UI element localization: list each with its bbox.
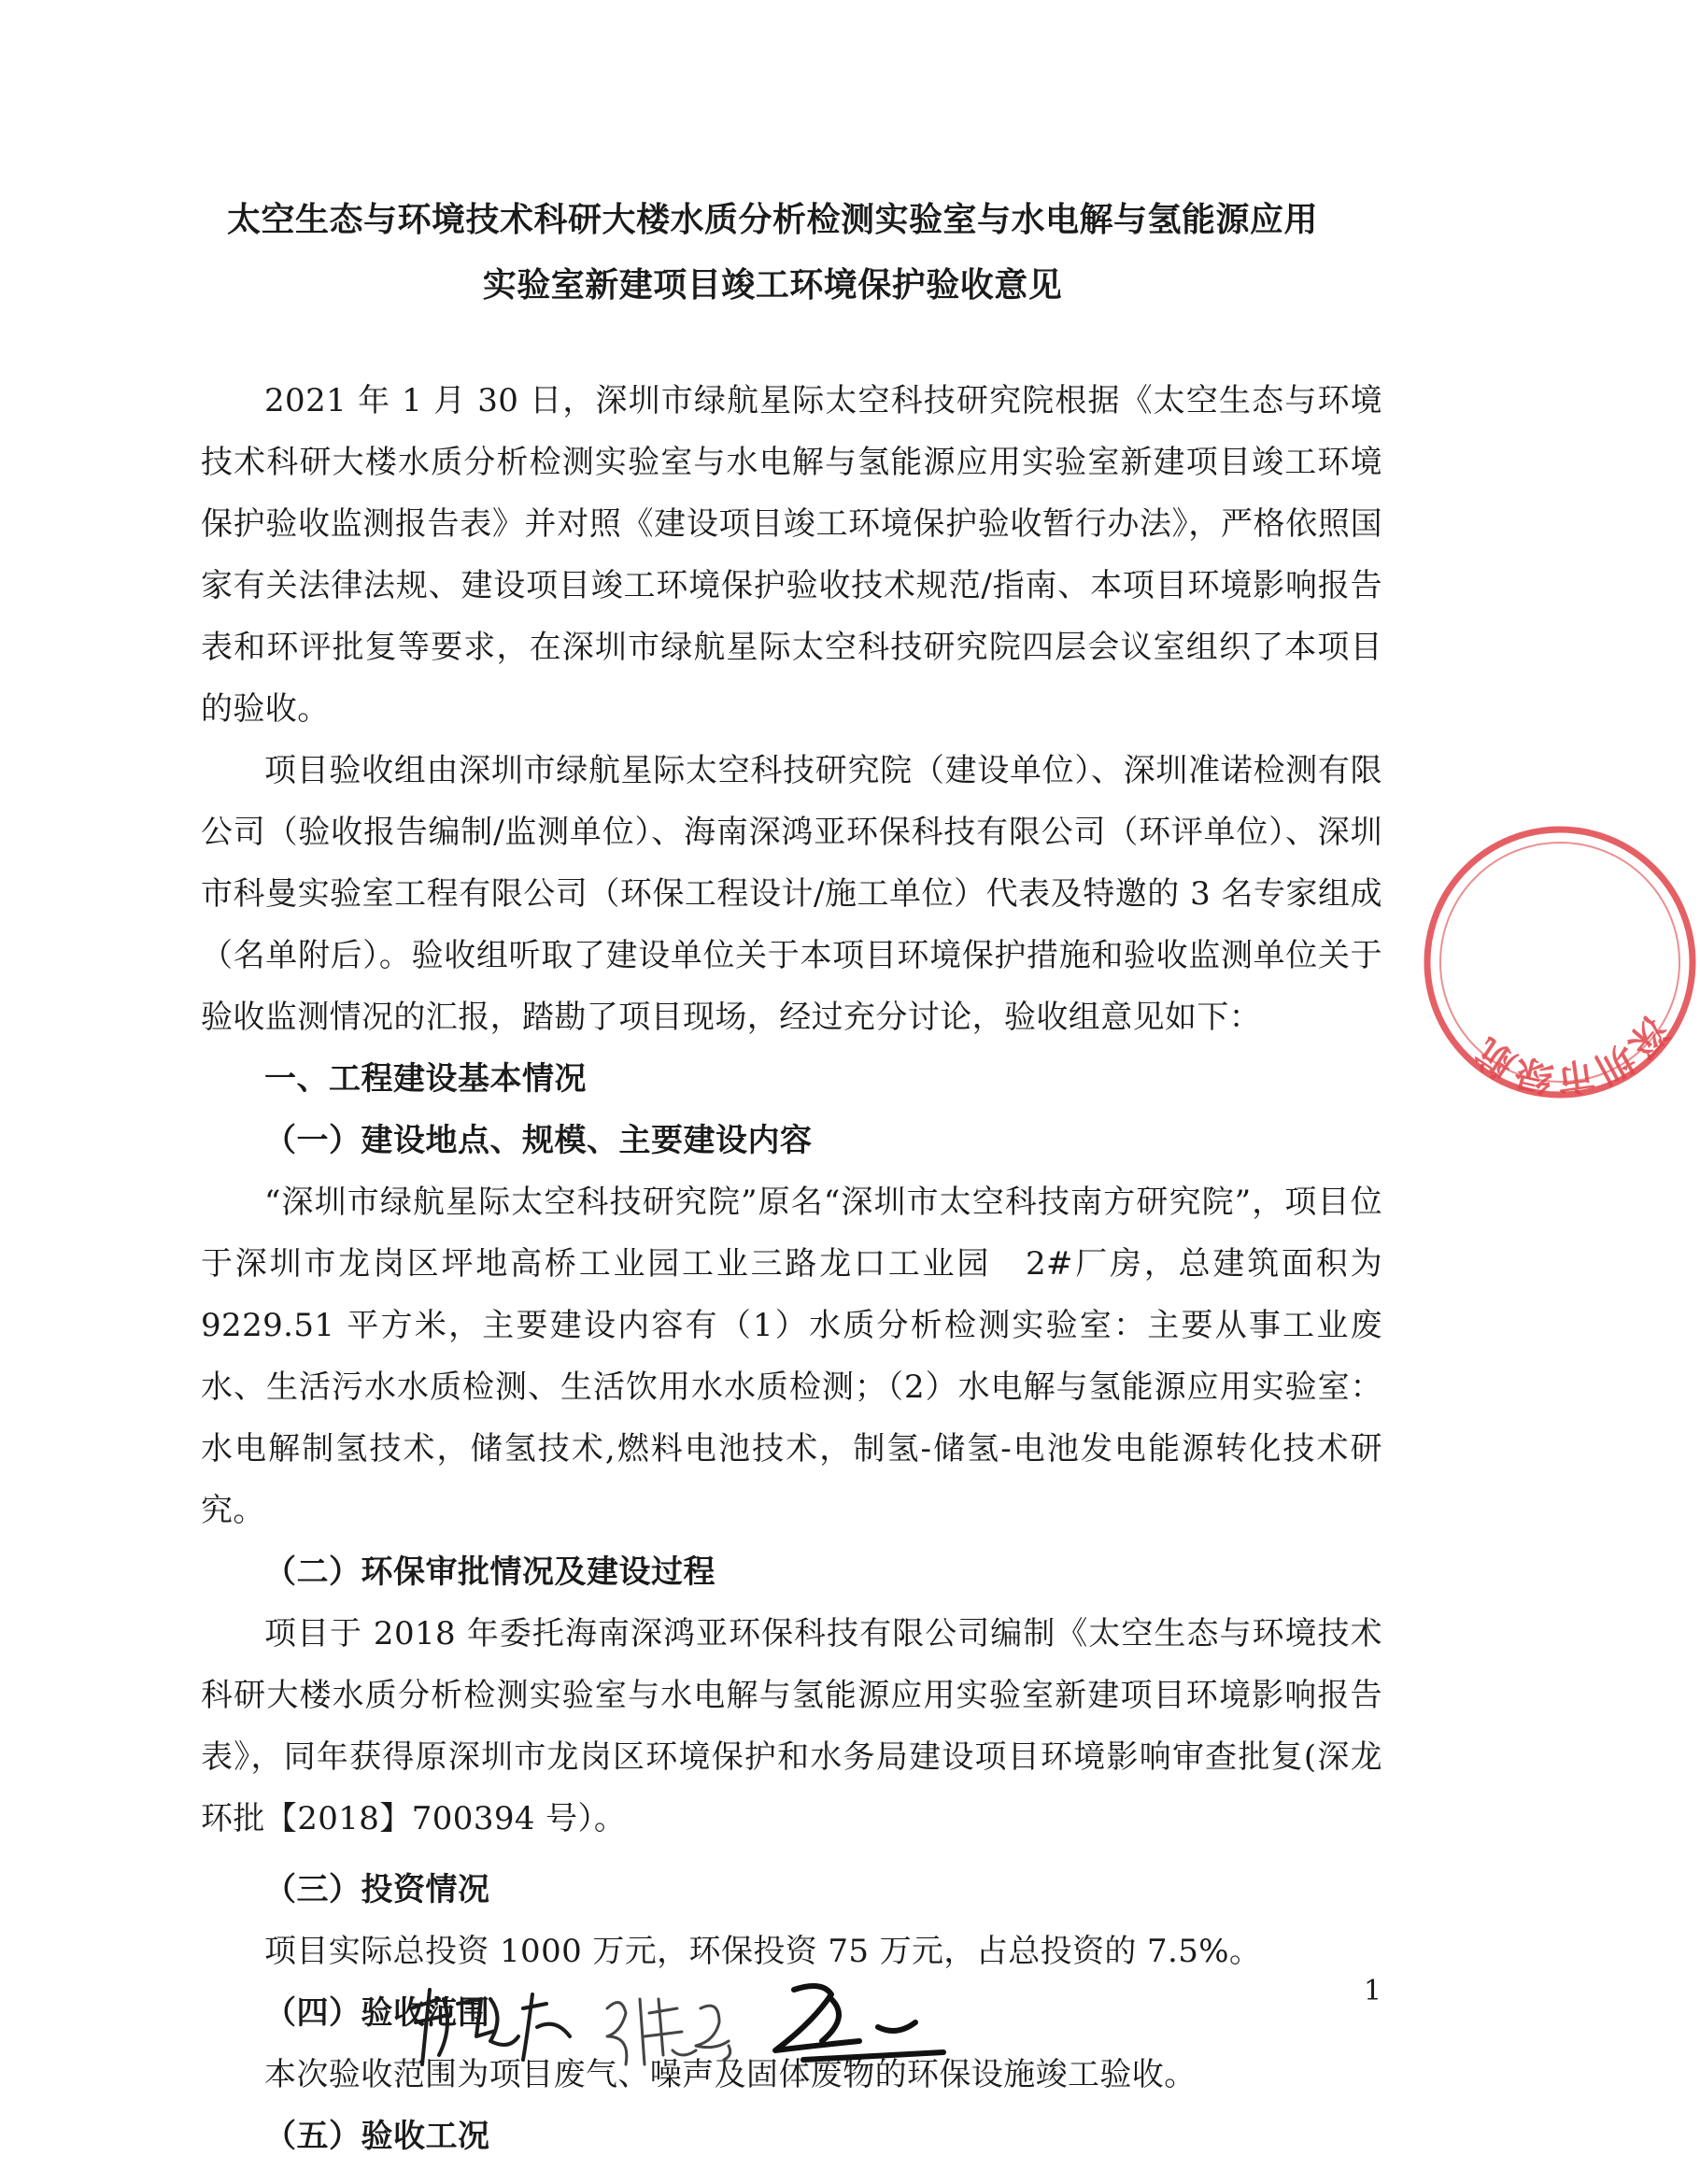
sub5-heading: （五）验收工况 bbox=[264, 2118, 490, 2155]
red-seal-stamp bbox=[1420, 822, 1700, 1102]
document-title-line1: 太空生态与环境技术科研大楼水质分析检测实验室与水电解与氢能源应用 bbox=[226, 201, 1318, 239]
sub3-paragraph: 项目实际总投资 1000 万元，环保投资 75 万元，占总投资的 7.5%。 bbox=[264, 1933, 1262, 1970]
signature-3 bbox=[775, 1986, 943, 2060]
signature-1 bbox=[411, 1990, 570, 2064]
page-number: 1 bbox=[1364, 1975, 1382, 2007]
signatures-area bbox=[392, 1971, 1046, 2083]
seal-text: 深圳市绿航 bbox=[1468, 1008, 1677, 1100]
intro-paragraph: 2021 年 1 月 30 日，深圳市绿航星际太空科技研究院根据《太空生态与环境技术科研大楼水质分析检测实验室与水电解与氢能源应用实验室新建项目竣工环境保护验收监测报告表》并对照《建设项目竣工环境保护验收暂行办法》，严格依照国家有关法律法规、建设项目竣工环境保护验收技术规范/指南、本项目环境影响报告表和环评批复等要求，在深圳市绿航星际太空科技研究院四层会议室组织了本项目的验收。 bbox=[201, 382, 1382, 728]
sub1-paragraph: “深圳市绿航星际太空科技研究院”原名“深圳市太空科技南方研究院”，项目位于深圳市龙岗区坪地高桥工业园工业三路龙口工业园 2#厂房，总建筑面积为 9229.51 平方米，主要建设内容有（1）水质分析检测实验室：主要从事工业废水、生活污水水质检测、生活饮用水水质检测；（2）水电解与氢能源应用实验室：水电解制氢技术，储氢技术,燃料电池技术，制氢-储氢-电池发电能源转化技术研究。 bbox=[201, 1184, 1382, 1529]
sub4-heading: （四）验收范围 bbox=[264, 1994, 490, 2032]
sub1-heading: （一）建设地点、规模、主要建设内容 bbox=[264, 1122, 813, 1159]
document-body bbox=[201, 370, 1382, 2167]
sub2-paragraph: 项目于 2018 年委托海南深鸿亚环保科技有限公司编制《太空生态与环境技术科研大楼水质分析检测实验室与水电解与氢能源应用实验室新建项目环境影响报告表》，同年获得原深圳市龙岗区环境保护和水务局建设项目环境影响审查批复(深龙环批【2018】700394 号）。 bbox=[201, 1615, 1382, 1837]
sub3-heading: （三）投资情况 bbox=[264, 1871, 490, 1908]
signature-2 bbox=[607, 1999, 730, 2064]
document-title-line2: 实验室新建项目竣工环境保护验收意见 bbox=[482, 266, 1063, 305]
acceptance-group-paragraph: 项目验收组由深圳市绿航星际太空科技研究院（建设单位）、深圳准诺检测有限公司（验收报告编制/监测单位）、海南深鸿亚环保科技有限公司（环评单位）、深圳市科曼实验室工程有限公司（环保工程设计/施工单位）代表及特邀的 3 名专家组成（名单附后）。验收组听取了建设单位关于本项目环境保护措施和验收监测单位关于验收监测情况的汇报，踏勘了项目现场，经过充分讨论，验收组意见如下： bbox=[201, 752, 1382, 1036]
sub2-heading: （二）环保审批情况及建设过程 bbox=[264, 1553, 715, 1591]
section1-heading: 一、工程建设基本情况 bbox=[264, 1060, 587, 1098]
sub4-paragraph: 本次验收范围为项目废气、噪声及固体废物的环保设施竣工验收。 bbox=[264, 2056, 1197, 2093]
